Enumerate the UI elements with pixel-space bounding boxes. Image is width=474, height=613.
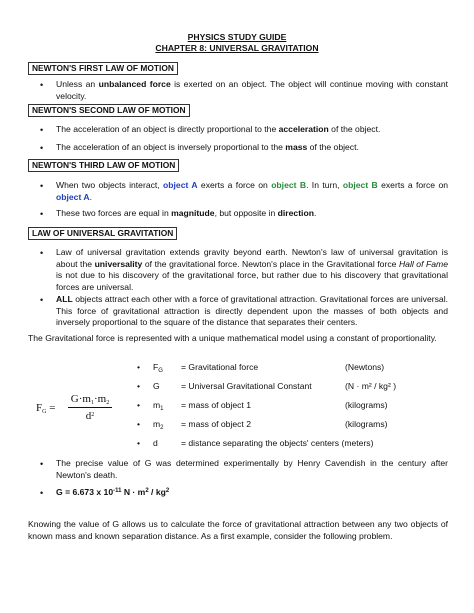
second-law-text-2: The acceleration of an object is inversely proportional to the mass of the object. (56, 142, 359, 152)
gravitation-formula: $F_G$ = $G\cdot m_1\cdot m_2$ $d^2$ (36, 392, 116, 426)
bullet-icon: • (40, 248, 44, 258)
bullet-icon: • (40, 181, 44, 191)
fraction-bar (68, 407, 112, 408)
section-heading-third-law: NEWTON'S THIRD LAW OF MOTION (28, 159, 179, 172)
chapter-title: CHAPTER 8: UNIVERSAL GRAVITATION (155, 43, 319, 53)
closing-paragraph: Knowing the value of G allows us to calculate the force of gravitational attraction between any two objects of known mass and known separation distance. As a first example, consider the following problem. (28, 519, 448, 541)
model-intro-paragraph: The Gravitational force is represented with a unique mathematical model using a constant of proportionality. (28, 333, 437, 343)
bullet-icon: • (40, 488, 44, 498)
universal-gravitation-text-1: Law of universal gravitation extends gravity beyond earth. Newton's law of universal gravitation is about the universality of the gravitational force. Newton's place in the Gravitational force Hall of Fame is not due to his discovery of the gravitational force, but rather due to his discovery that gravitational forces are universal. (56, 247, 448, 292)
cavendish-text: The precise value of G was determined experimentally by Henry Cavendish in the century after Newton's death. (56, 458, 448, 480)
section-heading-first-law: NEWTON'S FIRST LAW OF MOTION (28, 62, 178, 75)
bullet-icon: • (40, 125, 44, 135)
universal-gravitation-text-2: ALL objects attract each other with a force of gravitational attraction. Gravitational forces are universal. This force of gravitational attraction is directly dependent upon the masses of both objects and inversely proportional to the square of the distance that separates their centers. (56, 294, 448, 328)
third-law-text-1: When two objects interact, object A exerts a force on object B. In turn, object B exerts a force on object A. (56, 180, 448, 202)
first-law-text: Unless an unbalanced force is exerted on an object. The object will continue moving with constant velocity. (56, 79, 448, 101)
bullet-icon: • (40, 209, 44, 219)
third-law-text-2: These two forces are equal in magnitude, but opposite in direction. (56, 208, 317, 218)
bullet-icon: • (40, 295, 44, 305)
second-law-text-1: The acceleration of an object is directly proportional to the acceleration of the object. (56, 124, 381, 134)
bullet-icon: • (40, 80, 44, 90)
section-heading-second-law: NEWTON'S SECOND LAW OF MOTION (28, 104, 190, 117)
document-page: PHYSICS STUDY GUIDE CHAPTER 8: UNIVERSAL GRAVITATION NEWTON'S FIRST LAW OF MOTION • Unless an unbalanced force is exerted on an object. The object will continue moving with constant velocity. NEWTON'S SECOND LAW OF MOTION • The acceleration of an object is directly proportional to the acceleration of the object. • The acceleration of an object is inversely proportional to the mass of the object. NEWTON'S THIRD LAW OF MOTION • When two objects interact, object A exerts a force on object B. In turn, object B exerts a force on object A. • These two forces are equal in magnitude, but opposite in direction. LAW OF UNIVERSAL GRAVITATION • Law of universal gravitation extends gravity beyond earth. Newton's law of universal gravitation is about the universality of the gravitational force. Newton's place in the Gravitational force Hall of Fame is not due to his discovery of the gravitational force, but rather due to his discovery that gravitational forces are universal. • ALL objects attract each other with a force of gravitational attraction. Gravitational forces are universal. This force of gravitational attraction is directly dependent upon the masses of both objects and inversely proportional to the square of the distance that separates their centers. The Gravitational force is represented with a unique mathematical model using a constant of proportionality. $F_G$ = $G\cdot m_1\cdot m_2$ $d^2$ • $F_G$ = Gravitational force (Newtons) • G = Universal Gravitational Constant (N · m² / kg² ) • $m_1$ = mass of object 1 (kilograms) • $m_2$ = mass of object 2 (kilograms) • d = distance separating the objects' centers (meters) • The precise value of G was determined experimentally by Henry Cavendish in the century after Newton's death. • G = 6.673 x $10^{-11}$ $N \cdot m^2 / kg^2$ Knowing the value of G allows us to calculate the force of gravitational attraction between any two objects of known mass and known separation distance. As a first example, consider the following problem. (0, 0, 474, 613)
bullet-icon: • (40, 143, 44, 153)
guide-title: PHYSICS STUDY GUIDE (187, 32, 287, 42)
g-constant-value: G = 6.673 x $10^{-11}$ $N \cdot m^2 / kg^2$ (56, 487, 170, 497)
section-heading-universal-gravitation: LAW OF UNIVERSAL GRAVITATION (28, 227, 177, 240)
bullet-icon: • (40, 459, 44, 469)
